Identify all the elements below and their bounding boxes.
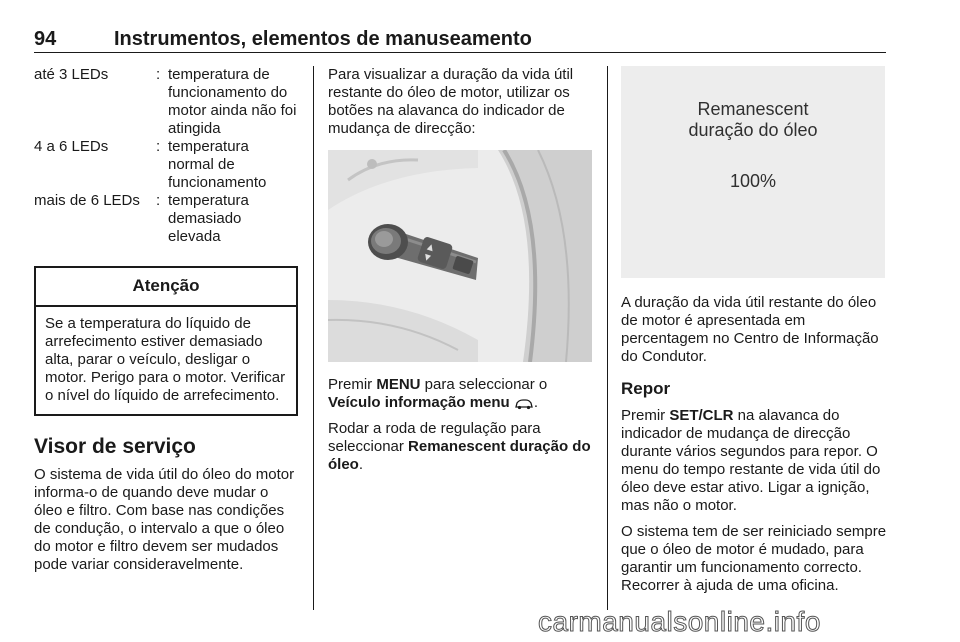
display-paragraph: A duração da vida útil restante do óleo de motor é apresentada em percentagem no Centro de Informação do Condutor. <box>621 294 879 365</box>
table-key: até 3 LEDs <box>34 66 109 83</box>
table-key: 4 a 6 LEDs <box>34 138 109 155</box>
text-span: Premir <box>328 376 377 393</box>
text-span: . <box>533 394 539 411</box>
text-span: Rodar a roda de regulação para seleccionar <box>328 420 541 455</box>
reset-title: Repor <box>621 379 671 398</box>
table-separator: : <box>156 192 161 209</box>
warning-body: Se a temperatura do líquido de arrefecimento estiver demasiado alta, parar o veículo, desligar o motor. Perigo para o motor. Verificar o nível do líquido de arrefecimento. <box>45 315 286 404</box>
column-divider-1 <box>313 66 314 610</box>
svg-text:▲: ▲ <box>426 241 436 253</box>
display-line-2: duração do óleo <box>688 120 818 140</box>
column-1 <box>34 66 298 582</box>
wheel-paragraph <box>328 420 594 474</box>
display-line-1: Remanescent <box>697 99 809 119</box>
page-title: Instrumentos, elementos de manuseamento <box>114 28 532 50</box>
vehicle-menu-label: Veículo informação menu <box>328 394 510 411</box>
table-row <box>34 192 298 246</box>
temperature-table <box>34 66 298 246</box>
remaining-oil-life-label: Remanescent duração do óleo <box>328 438 591 473</box>
text-span: para seleccionar o <box>420 376 548 393</box>
menu-paragraph <box>328 376 594 412</box>
section-title: Visor de serviço <box>34 435 196 458</box>
set-clr-label: SET/CLR <box>669 407 734 424</box>
warning-box <box>34 266 298 416</box>
table-row <box>34 66 298 138</box>
menu-button-label: MENU <box>376 376 421 393</box>
column-3 <box>621 66 887 603</box>
header-rule <box>34 52 886 53</box>
table-separator: : <box>156 66 161 83</box>
table-row <box>34 138 298 192</box>
warning-title: Atenção <box>36 268 296 307</box>
turn-signal-stalk-illustration <box>328 150 592 362</box>
stalk-drawing <box>328 150 592 362</box>
table-value: temperatura demasiado elevada <box>168 192 249 245</box>
driver-info-display <box>621 66 885 278</box>
car-icon <box>514 397 534 409</box>
table-key: mais de 6 LEDs <box>34 192 140 209</box>
table-value: temperatura normal de funcionamento <box>168 138 267 191</box>
display-oil-percentage: 100% <box>729 171 777 191</box>
table-separator: : <box>156 138 161 155</box>
watermark: carmanualsonline.info <box>538 606 821 637</box>
text-span: . <box>358 456 364 473</box>
service-paragraph: O sistema de vida útil do óleo do motor informa-o de quando deve mudar o óleo e filtro. Com base nas condições de condução, o intervalo a que o óleo do motor e filtro devem ser mudados pode variar consideravelmente. <box>34 466 295 573</box>
page-header <box>34 26 886 54</box>
column-2 <box>328 66 594 482</box>
restart-paragraph: O sistema tem de ser reiniciado sempre que o óleo de motor é mudado, para garantir um funcionamento correcto. Recorrer à ajuda de uma oficina. <box>621 523 887 594</box>
column-divider-2 <box>607 66 608 610</box>
text-span: na alavanca do indicador de mudança de direcção durante vários segundos para repor. O menu do tempo restante de vida útil do óleo deve estar ativo. Ligar a ignição, mas não o motor. <box>621 407 881 514</box>
reset-paragraph <box>621 407 887 515</box>
text-span: Premir <box>621 407 670 424</box>
page-number: 94 <box>34 28 57 50</box>
table-value: temperatura de funcionamento do motor ainda não foi atingida <box>168 66 297 137</box>
svg-text:▼: ▼ <box>423 252 432 263</box>
intro-paragraph: Para visualizar a duração da vida útil restante do óleo de motor, utilizar os botões na alavanca do indicador de mudança de direcção: <box>328 66 574 137</box>
